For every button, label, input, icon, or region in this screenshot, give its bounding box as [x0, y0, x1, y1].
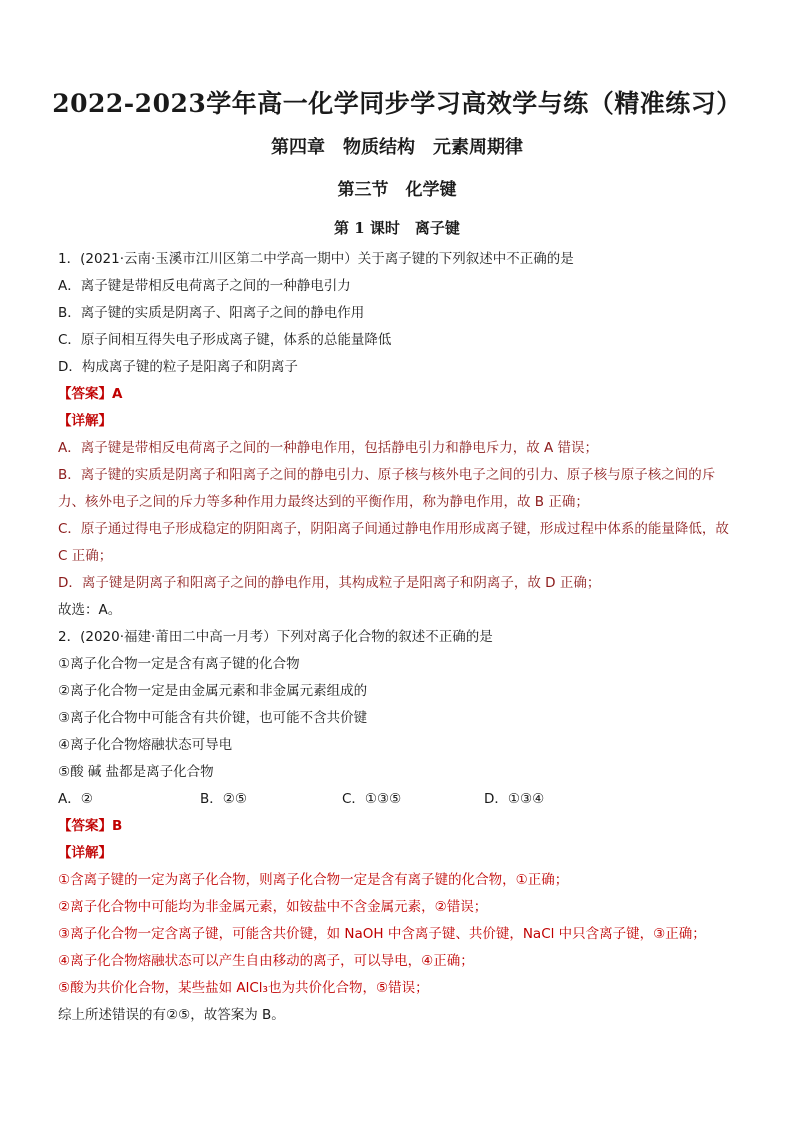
- q2-detail-3: ③离子化合物一定含离子键，可能含共价键，如 NaOH 中含离子键、共价键，NaCl 中只含离子键，③正确；: [58, 926, 706, 942]
- q1-detail-a: A．离子键是带相反电荷离子之间的一种静电作用，包括静电引力和静电斥力，故 A 错误；: [58, 440, 599, 456]
- q1-detail-b: B．离子键的实质是阴离子和阳离子之间的静电引力、原子核与核外电子之间的引力、原子核与原子核之间的斥力、核外电子之间的斥力等多种作用力最终达到的平衡作用，称为静电作用，故 B 正确；: [58, 467, 716, 510]
- q1-option-d: D．构成离子键的粒子是阳离子和阴离子: [58, 359, 298, 375]
- q2-statement-3: ③离子化合物中可能含有共价键，也可能不含共价键: [58, 710, 368, 726]
- q2-options: [58, 786, 742, 813]
- q1-conclusion: 故选：A。: [58, 602, 122, 618]
- q2-answer: 【答案】B: [58, 818, 123, 834]
- doc-title: 2022-2023学年高一化学同步学习高效学与练（精准练习）: [52, 89, 742, 118]
- q2-detail-4: ④离子化合物熔融状态可以产生自由移动的离子，可以导电，④正确；: [58, 953, 474, 969]
- q2-option-a: A．②: [58, 791, 93, 807]
- q1-answer: 【答案】A: [58, 386, 123, 402]
- q1-option-c: C．原子间相互得失电子形成离子键，体系的总能量降低: [58, 332, 392, 348]
- section-heading: 第三节 化学键: [337, 180, 457, 200]
- q2-statement-1: ①离子化合物一定是含有离子键的化合物: [58, 656, 300, 672]
- q2-option-d: D．①③④: [484, 791, 545, 807]
- q1-detail-label: 【详解】: [58, 413, 112, 429]
- q2-detail-1: ①含离子键的一定为离子化合物，则离子化合物一定是含有离子键的化合物，①正确；: [58, 872, 569, 888]
- q2-option-c: C．①③⑤: [342, 791, 402, 807]
- q2-detail-label: 【详解】: [58, 845, 112, 861]
- content-body: [58, 246, 742, 1029]
- q1-option-a: A．离子键是带相反电荷离子之间的一种静电引力: [58, 278, 351, 294]
- q2-conclusion: 综上所述错误的有②⑤，故答案为 B。: [58, 1007, 285, 1023]
- lesson-heading: 第 1 课时 离子键: [334, 219, 460, 237]
- q2-statement-2: ②离子化合物一定是由金属元素和非金属元素组成的: [58, 683, 368, 699]
- q2-stem: 2．(2020·福建·莆田二中高一月考）下列对离子化合物的叙述不正确的是: [58, 629, 493, 645]
- chapter-heading: 第四章 物质结构 元素周期律: [271, 137, 523, 158]
- q2-detail-2: ②离子化合物中可能均为非金属元素，如铵盐中不含金属元素，②错误；: [58, 899, 488, 915]
- q2-detail-5: ⑤酸为共价化合物，某些盐如 AlCl₃也为共价化合物，⑤错误；: [58, 980, 429, 996]
- q2-statement-4: ④离子化合物熔融状态可导电: [58, 737, 233, 753]
- q1-detail-d: D．离子键是阴离子和阳离子之间的静电作用，其构成粒子是阳离子和阴离子，故 D 正确；: [58, 575, 601, 591]
- q1-detail-c: C．原子通过得电子形成稳定的阴阳离子，阴阳离子间通过静电作用形成离子键，形成过程中体系的能量降低，故 C 正确；: [58, 521, 729, 564]
- q2-statement-5: ⑤酸 碱 盐都是离子化合物: [58, 764, 214, 780]
- q1-stem: 1．(2021·云南·玉溪市江川区第二中学高一期中）关于离子键的下列叙述中不正确的是: [58, 251, 574, 267]
- q2-option-b: B．②⑤: [200, 791, 247, 807]
- q1-option-b: B．离子键的实质是阴离子、阳离子之间的静电作用: [58, 305, 365, 321]
